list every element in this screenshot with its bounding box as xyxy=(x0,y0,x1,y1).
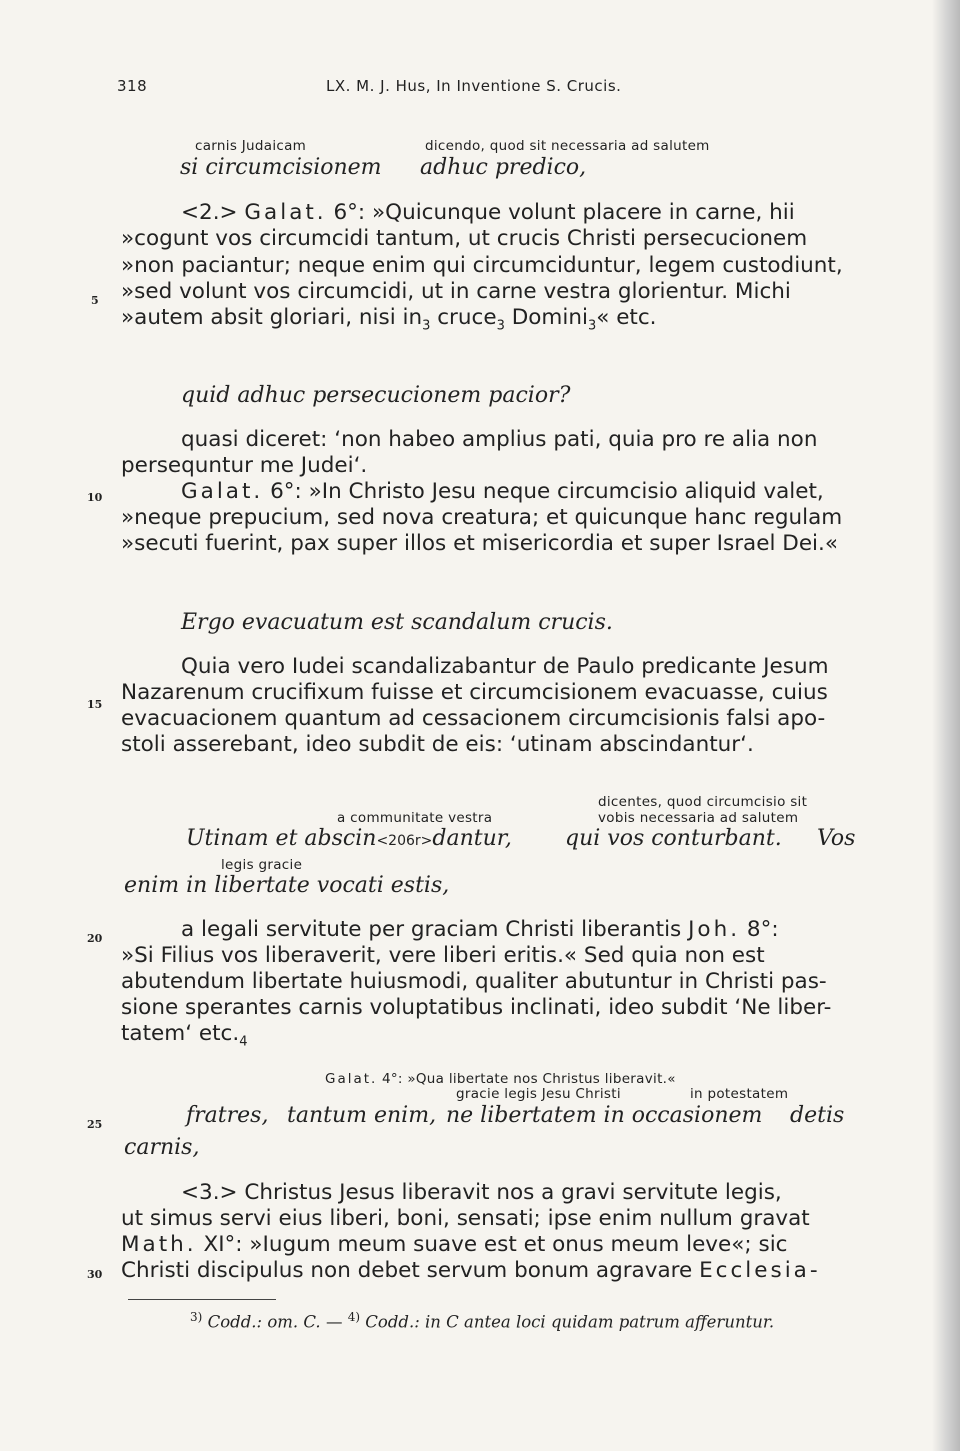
page-edge-shadow xyxy=(932,0,960,1451)
interlinear-gloss: dicendo, quod sit necessaria ad salutem xyxy=(425,138,710,154)
interlinear-gloss: a communitate vestra xyxy=(337,810,493,826)
body-line: ut simus servi eius liberi, boni, sensati; ipse enim nullum gravat xyxy=(121,1206,810,1231)
interlinear-gloss: dicentes, quod circumcisio sit xyxy=(598,794,808,810)
lemma: adhuc predico, xyxy=(420,155,587,180)
body-line: »cogunt vos circumcidi tantum, ut crucis Christi persecucionem xyxy=(121,226,808,251)
body-line: Nazarenum crucifixum fuisse et circumcisionem evacuasse, cuius xyxy=(121,680,828,705)
lemma: enim in libertate vocati estis, xyxy=(124,873,450,898)
lemma: quid adhuc persecucionem pacior? xyxy=(181,383,571,408)
line-number: 25 xyxy=(87,1118,103,1131)
lemma: qui vos conturbant. xyxy=(565,826,782,851)
body-line: evacuacionem quantum ad cessacionem circumcisionis falsi apo- xyxy=(121,706,826,731)
body-line: Quia vero Iudei scandalizabantur de Paulo predicante Jesum xyxy=(181,654,829,679)
lemma: Vos xyxy=(817,826,856,851)
body-line: »sed volunt vos circumcidi, ut in carne vestra glorientur. Michi xyxy=(121,279,791,304)
body-line: quasi diceret: ‘non habeo amplius pati, quia pro re alia non xyxy=(181,427,818,452)
body-line: Math. XI°: »Iugum meum suave est et onus meum leve«; sic xyxy=(121,1232,788,1257)
line-number: 5 xyxy=(91,294,99,307)
lemma: ne libertatem in occasionem xyxy=(446,1103,763,1128)
body-line: stoli asserebant, ideo subdit de eis: ‘utinam abscindantur‘. xyxy=(121,732,754,757)
lemma: detis xyxy=(790,1103,845,1128)
lemma: tantum enim, xyxy=(287,1103,437,1128)
lemma: Ergo evacuatum est scandalum crucis. xyxy=(181,610,613,635)
body-line: »secuti fuerint, pax super illos et misericordia et super Israel Dei.« xyxy=(121,531,839,556)
body-line: »non paciantur; neque enim qui circumciduntur, legem custodiunt, xyxy=(121,253,843,278)
page-number: 318 xyxy=(117,77,148,95)
body-line: <3.> Christus Jesus liberavit nos a gravi servitute legis, xyxy=(181,1180,782,1205)
lemma: carnis, xyxy=(124,1135,200,1160)
line-number: 10 xyxy=(87,491,103,504)
interlinear-gloss: vobis necessaria ad salutem xyxy=(598,810,799,826)
running-title: LX. M. J. Hus, In Inventione S. Crucis. xyxy=(326,77,622,95)
body-line: <2.> Galat. 6°: »Quicunque volunt placere in carne, hii xyxy=(181,200,795,225)
body-line: a legali servitute per graciam Christi liberantis Joh. 8°: xyxy=(181,917,779,942)
body-line: abutendum libertate huiusmodi, qualiter abutuntur in Christi pas- xyxy=(121,969,827,994)
line-number: 30 xyxy=(87,1268,103,1281)
footnote-rule xyxy=(128,1299,276,1300)
folio-marker: <206r> xyxy=(376,833,433,849)
body-line: Christi discipulus non debet servum bonum agravare Ecclesia- xyxy=(121,1258,821,1283)
interlinear-gloss: gracie legis Jesu Christi xyxy=(456,1086,621,1102)
interlinear-gloss: in potestatem xyxy=(690,1086,789,1102)
body-line: »autem absit gloriari, nisi $in_3$ cruce$_3$ Domini$_3$« etc. xyxy=(121,305,657,334)
interlinear-gloss: Galat. 4°: »Qua libertate nos Christus liberavit.« xyxy=(325,1071,676,1087)
interlinear-gloss: carnis Judaicam xyxy=(195,138,307,154)
body-line: persequntur me Judei‘. xyxy=(121,453,368,478)
lemma: Utinam et abscin<206r>dantur, xyxy=(186,826,512,851)
interlinear-gloss: legis gracie xyxy=(221,857,303,873)
body-line: tatem‘ $etc._4$ xyxy=(121,1021,248,1050)
line-number: 15 xyxy=(87,698,103,711)
lemma: fratres, xyxy=(186,1103,269,1128)
footnotes: $^{3)}$ Codd.: om. C. — $^{4)}$ Codd.: in C antea loci quidam patrum afferuntur. xyxy=(190,1310,775,1332)
body-line: »Si Filius vos liberaverit, vere liberi eritis.« Sed quia non est xyxy=(121,943,765,968)
body-line: Galat. 6°: »In Christo Jesu neque circumcisio aliquid valet, xyxy=(181,479,824,504)
lemma: si circumcisionem xyxy=(180,155,382,180)
line-number: 20 xyxy=(87,932,103,945)
body-line: »neque prepucium, sed nova creatura; et quicunque hanc regulam xyxy=(121,505,843,530)
body-line: sione sperantes carnis voluptatibus inclinati, ideo subdit ‘Ne liber- xyxy=(121,995,832,1020)
